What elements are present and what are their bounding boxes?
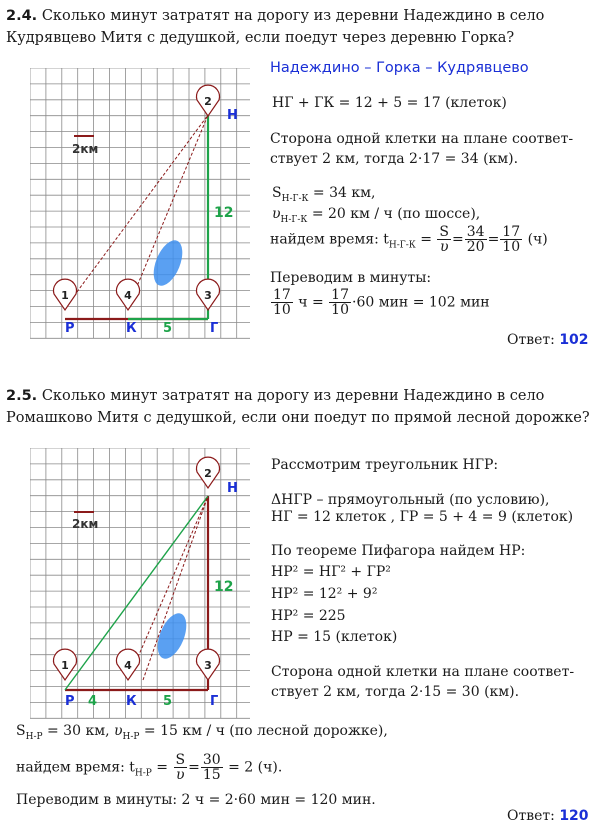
- map1-lake: [148, 236, 188, 289]
- svg-text:3: 3: [204, 289, 212, 302]
- map1-letter-N: Н: [227, 108, 238, 123]
- task2-l9b: ствует 2 км, тогда 2·15 = 30 (км).: [271, 684, 520, 700]
- task2-l3: НГ = 12 клеток , ГР = 5 + 4 = 9 (клеток): [271, 509, 574, 525]
- svg-text:1: 1: [61, 659, 69, 672]
- task1-speed: $\upsilon_{Н-Г-К} = 20$ км / ч (по шоссе),: [272, 206, 481, 225]
- map1-scale-bar: [74, 135, 94, 137]
- task1-line1: НГ + ГК = 12 + 5 = 17 (клеток): [272, 95, 507, 111]
- map2-letter-K: К: [126, 694, 137, 709]
- map1-letter-G: Г: [210, 321, 219, 336]
- task1-statement: [6, 5, 596, 49]
- map1-pin-1: [53, 260, 77, 310]
- task2-time: найдем время: $t_{Н-Р}$ = $\frac{S}{\upsilon}$ = $\frac{30}{15}$ = 2 (ч).: [16, 752, 283, 783]
- task1-line2a: Сторона одной клетки на плане соответ-: [270, 131, 574, 147]
- task2-l9a: Сторона одной клетки на плане соответ-: [271, 664, 575, 680]
- svg-text:2: 2: [204, 95, 212, 108]
- map2-letter-G: Г: [210, 694, 219, 709]
- map2-pin-1: [54, 649, 77, 680]
- task2-l5: НР² = НГ² + ГР²: [271, 564, 391, 580]
- task1-line2b: ствует 2 км, тогда 2·17 = 34 (км).: [270, 151, 519, 167]
- map2-seg-NG: 12: [214, 579, 234, 595]
- map2-scale-bar: [74, 511, 94, 513]
- map1-letter-K: К: [126, 321, 137, 336]
- svg-text:4: 4: [124, 659, 132, 672]
- map1-letter-P: Р: [65, 321, 75, 336]
- task1-distance: $S_{Н-Г-К} = 34$ км,: [272, 185, 376, 204]
- task2-l7: НР² = 225: [271, 608, 346, 624]
- task1-answer: Ответ: 102: [507, 332, 589, 348]
- map1-pin-4: [117, 279, 140, 310]
- map2-letter-N: Н: [227, 481, 238, 496]
- map2-pin-2: [197, 457, 220, 488]
- map2-scale-label: 2км: [72, 517, 99, 531]
- task1-convert-title: Переводим в минуты:: [270, 270, 432, 286]
- task2-l1: Рассмотрим треугольник НГР:: [271, 457, 499, 473]
- task2-l4: По теореме Пифагора найдем НР:: [271, 543, 526, 559]
- task1-convert: $\frac{17}{10}$ ч = $\frac{17}{10}$ ·60 мин = 102 мин: [273, 287, 490, 318]
- task1-time: найдем время: $t_{Н-Г-К}$ = $\frac{S}{\upsilon}$ = $\frac{34}{20}$ = $\frac{17}{10}$ (ч): [270, 224, 548, 255]
- svg-text:3: 3: [204, 659, 212, 672]
- map2-seg-PK: 4: [88, 694, 98, 709]
- task2-answer: Ответ: 120: [507, 808, 589, 824]
- task1-number: 2.4.: [6, 8, 38, 24]
- task2-convert: Переводим в минуты: 2 ч = 2·60 мин = 120 мин.: [16, 792, 376, 808]
- svg-text:4: 4: [124, 289, 132, 302]
- map2-pin-3: [197, 649, 220, 680]
- svg-text:1: 1: [61, 289, 69, 302]
- map2-letter-P: Р: [65, 694, 75, 709]
- task2-l6: НР² = 12² + 9²: [271, 586, 378, 602]
- map1-seg-NG: 12: [214, 205, 234, 221]
- map1-scale-label: 2км: [72, 142, 99, 156]
- task1-route: Надеждино – Горка – Кудрявцево: [270, 60, 529, 76]
- map2: [30, 448, 250, 723]
- map1-seg-KG: 5: [163, 321, 173, 336]
- svg-text:2: 2: [204, 467, 212, 480]
- task2-l2: ΔНГР – прямоугольный (по условию),: [271, 492, 550, 508]
- map1-pin-3: [197, 279, 220, 310]
- task2-l8: НР = 15 (клеток): [271, 629, 398, 645]
- map2-seg-KG: 5: [163, 694, 173, 709]
- map2-pin-4: [117, 649, 140, 680]
- task2-text: Сколько минут затратят на дорогу из деревни Надеждино в село Ромашково Митя с дедушкой, если они поедут по прямой лесной дорожке?: [6, 388, 590, 426]
- task1-text: Сколько минут затратят на дорогу из деревни Надеждино в село Кудрявцево Митя с дедушкой, если поедут через деревню Горка?: [6, 8, 545, 46]
- task2-distance-speed: $S_{Н-Р} = 30$ км, $\upsilon_{Н-Р} = 15$ км / ч (по лесной дорожке),: [16, 723, 388, 742]
- map1: [30, 68, 250, 343]
- map1-pin-2: [197, 85, 220, 116]
- task2-statement: [6, 385, 596, 429]
- task2-number: 2.5.: [6, 388, 38, 404]
